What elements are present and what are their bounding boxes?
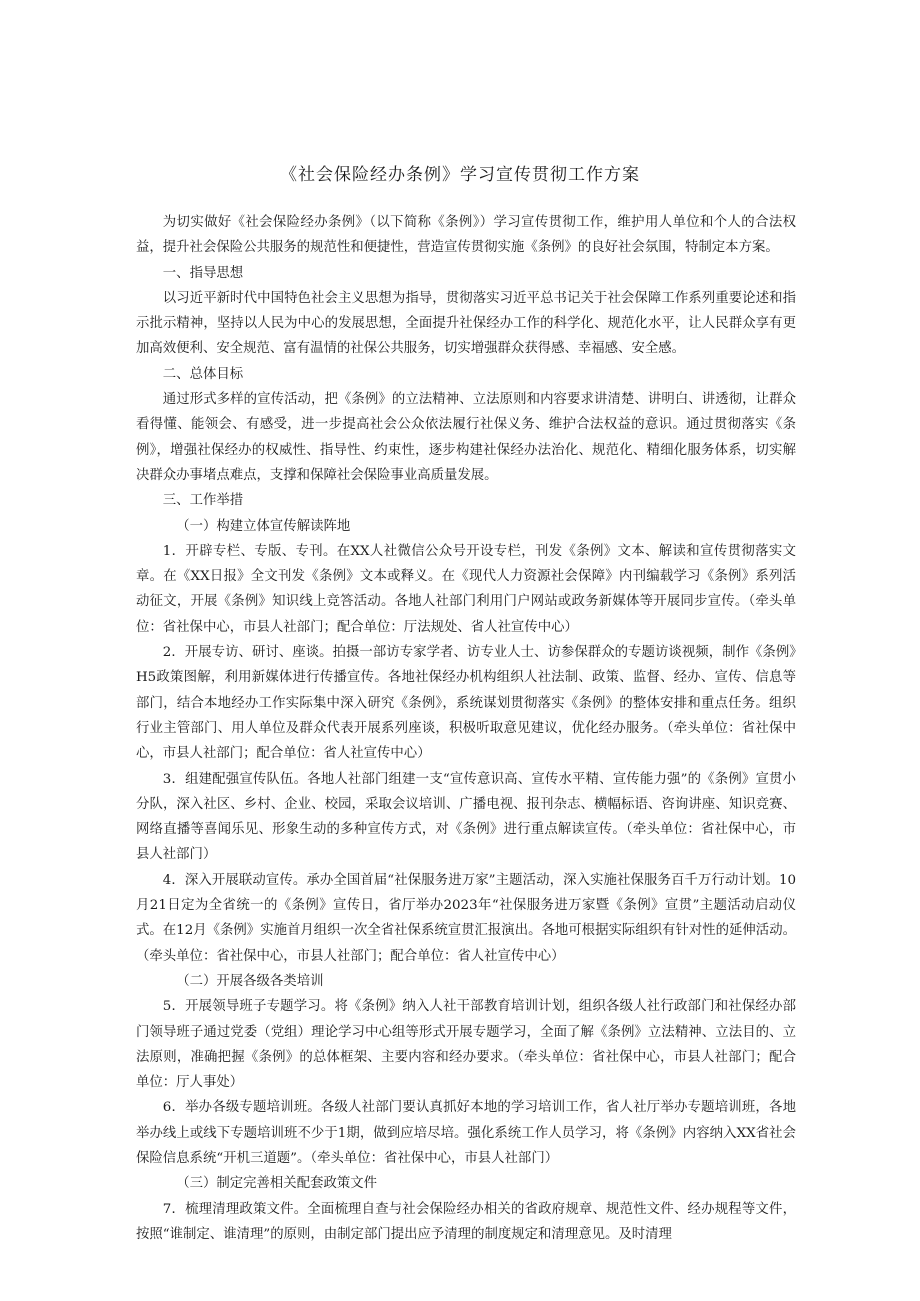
paragraph: 3．组建配强宣传队伍。各地人社部门组建一支“宣传意识高、宣传水平精、宣传能力强”的《条例》宣贯小分队，深入社区、乡村、企业、校园，采取会议培训、广播电视、报刊杂志、横幅标语、咨询讲座、知识竞赛、网络直播等喜闻乐见、形象生动的多种宣传方式，对《条例》进行重点解读宣传。（牵头单位：省社保中心，市县人社部门）: [136, 771, 796, 863]
paragraph: 以习近平新时代中国特色社会主义思想为指导，贯彻落实习近平总书记关于社会保障工作系列重要论述和指示批示精神，坚持以人民为中心的发展思想，全面提升社保经办工作的科学化、规范化水平，让人民群众享有更加高效便利、安全规范、富有温情的社保公共服务，切实增强群众获得感、幸福感、安全感。: [136, 290, 796, 357]
paragraph: 6．举办各级专题培训班。各级人社部门要认真抓好本地的学习培训工作，省人社厅举办专题培训班，各地举办线上或线下专题培训班不少于1期，做到应培尽培。强化系统工作人员学习，将《条例》内容纳入XX省社会保险信息系统“开机三道题”。（牵头单位：省社保中心，市县人社部门）: [136, 1100, 796, 1166]
paragraph: 二、总体目标: [162, 366, 244, 382]
paragraph: 5．开展领导班子专题学习。将《条例》纳入人社干部教育培训计划，组织各级人社行政部门和社保经办部门领导班子通过党委（党组）理论学习中心组等形式开展专题学习，全面了解《条例》立法精神、立法目的、立法原则，准确把握《条例》的总体框架、主要内容和经办要求。（牵头单位：省社保中心，市县人社部门；配合单位：厅人事处）: [136, 999, 796, 1091]
document-body: [136, 210, 796, 1247]
paragraph: 4．深入开展联动宣传。承办全国首届“社保服务进万家”主题活动，深入实施社保服务百千万行动计划。10月21日定为全省统一的《条例》宣传日，省厅举办2023年“社保服务进万家暨《条例》宣贯”主题活动启动仪式。在12月《条例》实施首月组织一次全省社保系统宣贯汇报演出。各地可根据实际组织有针对性的延伸活动。（牵头单位：省社保中心，市县人社部门；配合单位：省人社宣传中心）: [136, 872, 796, 964]
section-subheading: （二）开展各级各类培训: [176, 973, 324, 989]
paragraph: 通过形式多样的宣传活动，把《条例》的立法精神、立法原则和内容要求讲清楚、讲明白、讲透彻，让群众看得懂、能领会、有感受，进一步提高社会公众依法履行社保义务、维护合法权益的意识。通过贯彻落实《条例》，增强社保经办的权威性、指导性、约束性，逐步构建社保经办法治化、规范化、精细化服务体系，切实解决群众办事堵点难点，支撑和保障社会保险事业高质量发展。: [136, 392, 796, 483]
paragraph: 2．开展专访、研讨、座谈。拍摄一部访专家学者、访专业人士、访参保群众的专题访谈视频，制作《条例》H5政策图解，利用新媒体进行传播宣传。各地社保经办机构组织人社法制、政策、监督、经办、宣传、信息等部门，结合本地经办工作实际集中深入研究《条例》，系统谋划贯彻落实《条例》的整体安排和重点任务。组织行业主管部门、用人单位及群众代表开展系列座谈，积极听取意见建议，优化经办服务。（牵头单位：省社保中心，市县人社部门；配合单位：省人社宣传中心）: [136, 645, 796, 762]
section-subheading: （一）构建立体宣传解读阵地: [176, 518, 351, 534]
document-title: 《社会保险经办条例》学习宣传贯彻工作方案: [280, 165, 640, 185]
paragraph: 三、工作举措: [162, 493, 244, 509]
paragraph: 1．开辟专栏、专版、专刊。在XX人社微信公众号开设专栏，刊发《条例》文本、解读和宣传贯彻落实文章。在《XX日报》全文刊发《条例》文本或释义。在《现代人力资源社会保障》内刊编载学习《条例》系列活动征文，开展《条例》知识线上竞答活动。各地人社部门利用门户网站或政务新媒体等开展同步宣传。（牵头单位：省社保中心，市县人社部门；配合单位：厅法规处、省人社宣传中心）: [136, 543, 796, 635]
paragraph: 一、指导思想: [162, 265, 244, 281]
paragraph: 为切实做好《社会保险经办条例》（以下简称《条例》）学习宣传贯彻工作，维护用人单位和个人的合法权益，提升社会保险公共服务的规范性和便捷性，营造宣传贯彻实施《条例》的良好社会氛围，特制定本方案。: [136, 215, 796, 256]
section-subheading: （三）制定完善相关配套政策文件: [176, 1176, 378, 1192]
paragraph: 7．梳理清理政策文件。全面梳理自查与社会保险经办相关的省政府规章、规范性文件、经办规程等文件，按照“谁制定、谁清理”的原则，由制定部门提出应予清理的制度规定和清理意见。及时清理: [136, 1201, 796, 1242]
